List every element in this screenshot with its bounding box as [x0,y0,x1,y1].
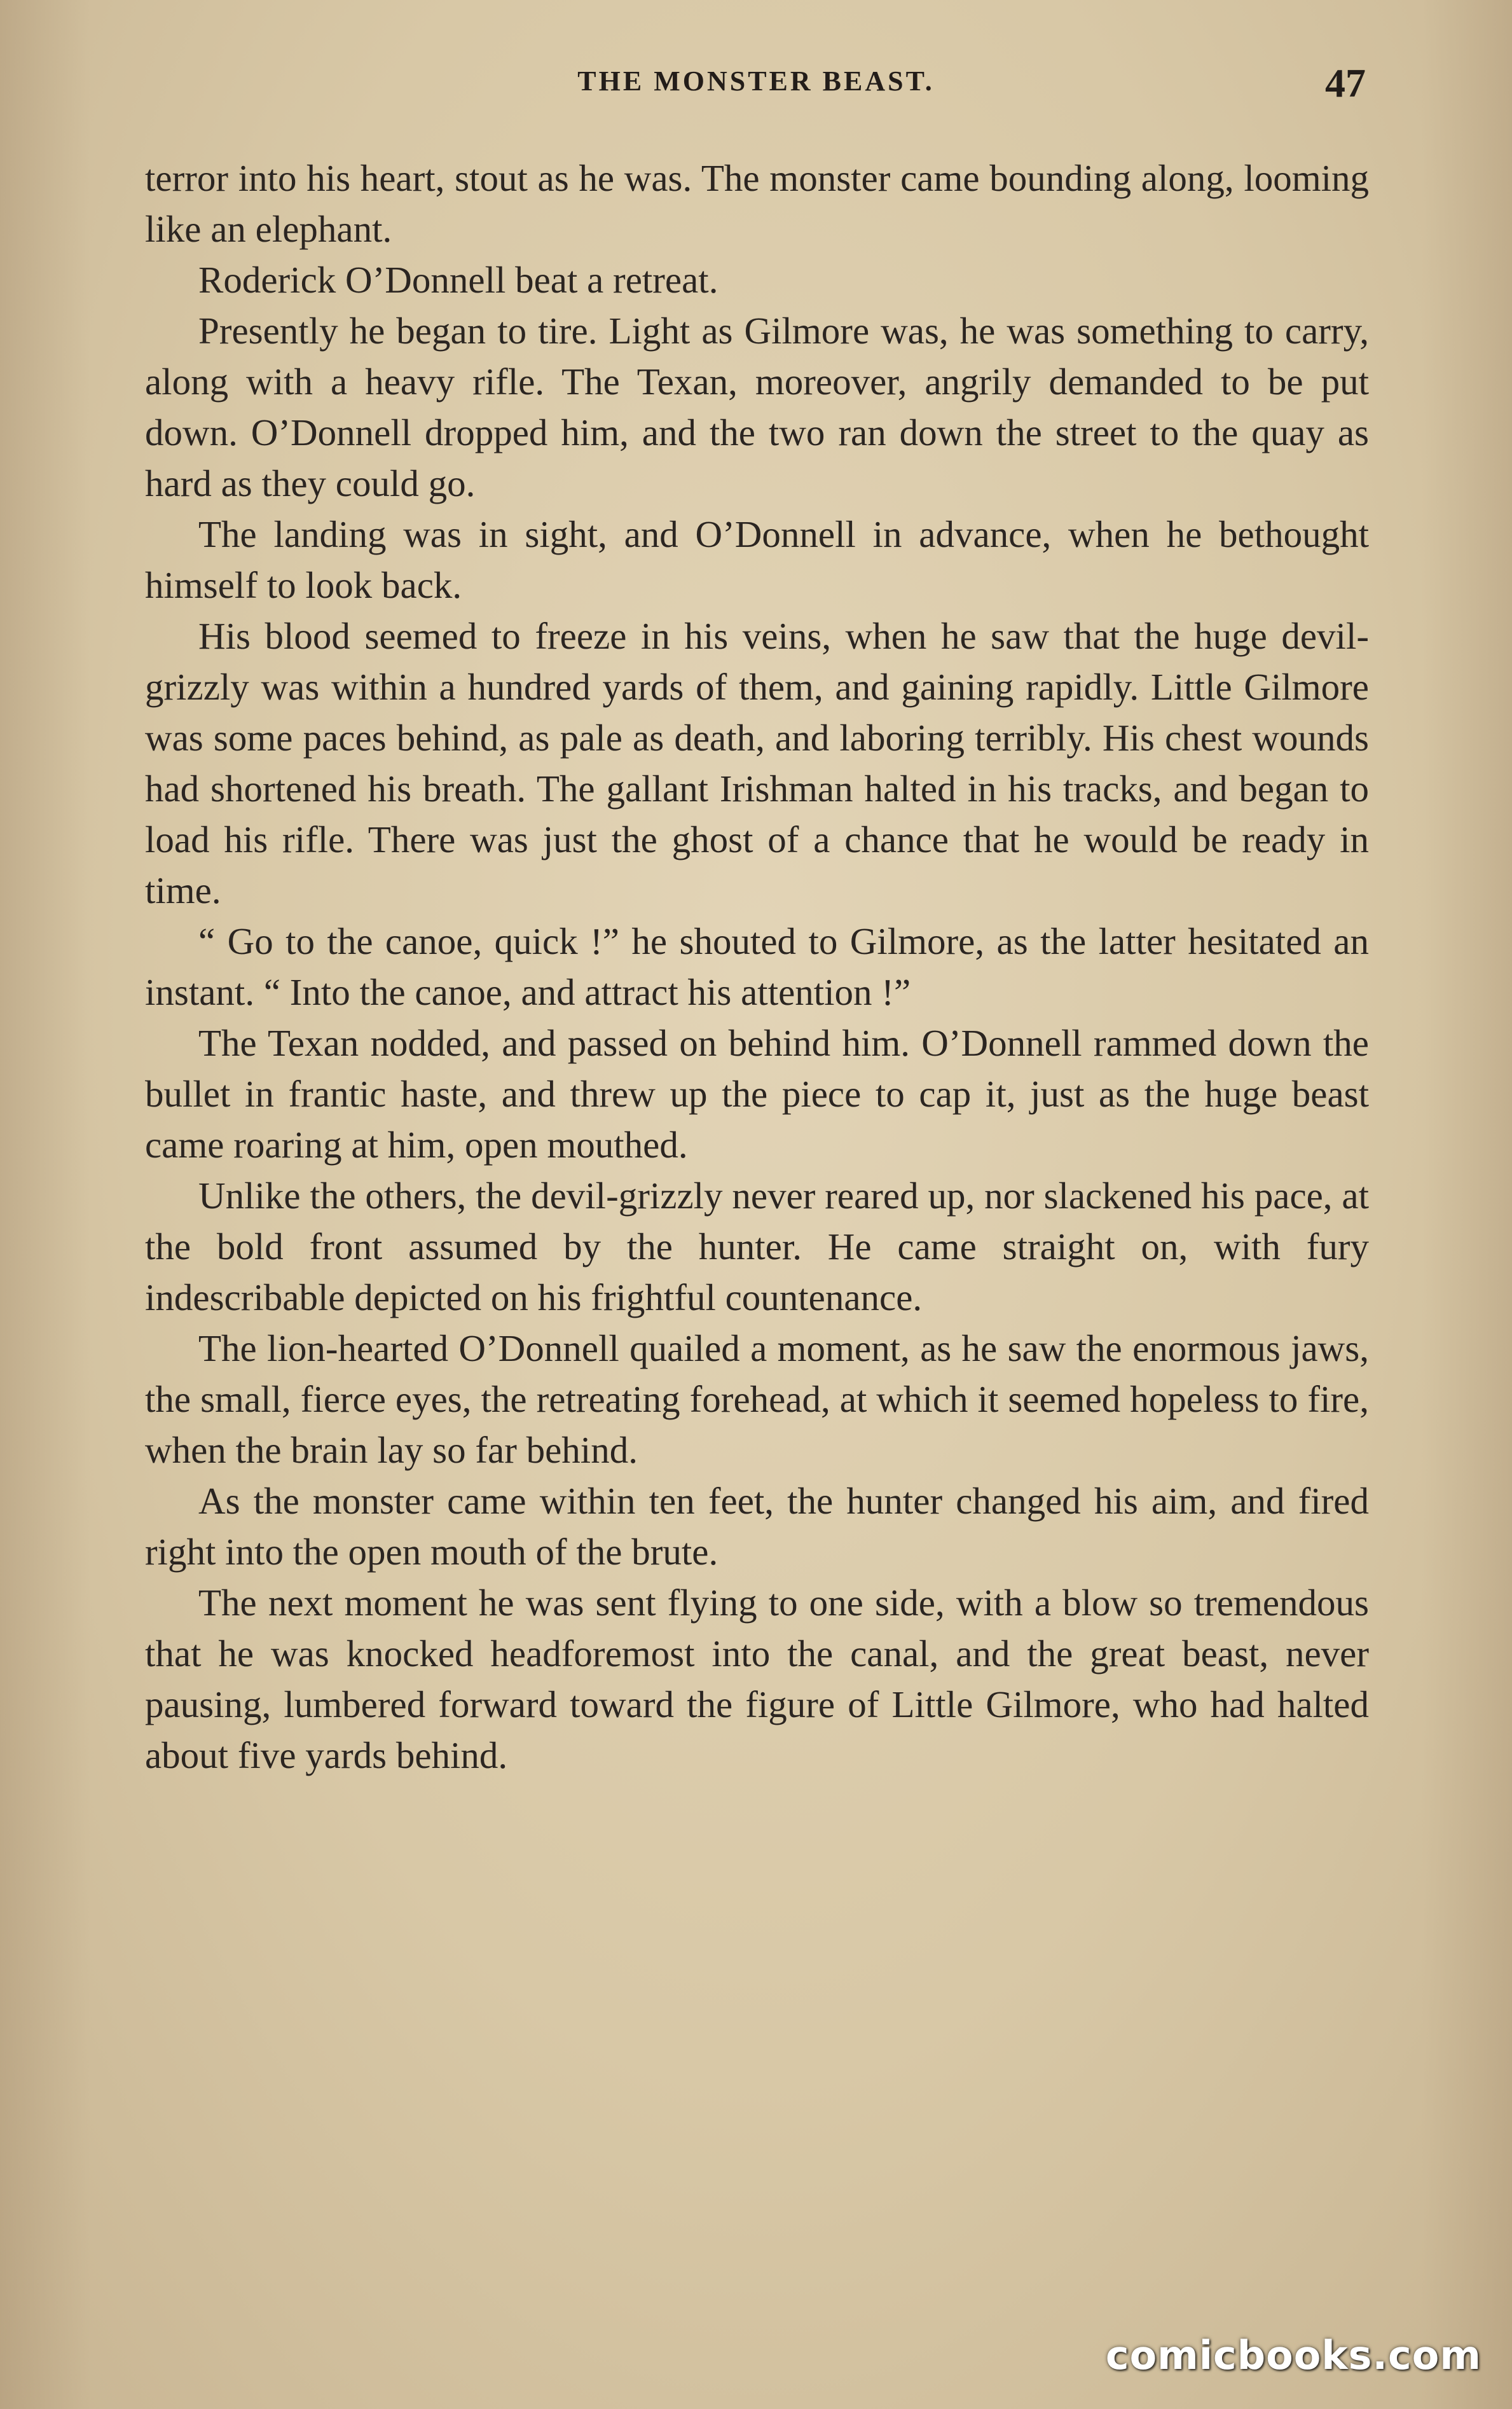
page-number: 47 [1325,60,1366,106]
paragraph: Presently he began to tire. Light as Gilmore was, he was something to carry, along with a heavy rifle. The Texan, moreover, angrily demanded to be put down. O’Donnell dropped him, and the two ran down the street to the quay as hard as they could go. [145,310,1369,504]
paragraph: The next moment he was sent flying to one side, with a blow so tremendous that he was knocked headforemost into the canal, and the great beast, never pausing, lumbered forward toward the figure of Little Gilmore, who had halted about five yards behind. [145,1582,1369,1776]
paragraph: His blood seemed to freeze in his veins, when he saw that the huge devil-grizzly was within a hundred yards of them, and gaining rapidly. Little Gilmore was some paces behind, as pale as death, and laboring terribly. His chest wounds had shortened his breath. The gallant Irishman halted in his tracks, and began to load his rifle. There was just the ghost of a chance that he would be ready in time. [145,615,1369,911]
paragraph: As the monster came within ten feet, the hunter changed his aim, and fired right into the open mouth of the brute. [145,1480,1369,1573]
running-head [0,60,1512,116]
paragraph: The lion-hearted O’Donnell quailed a moment, as he saw the enormous jaws, the small, fierce eyes, the retreating forehead, at which it seemed hopeless to fire, when the brain lay so far behind. [145,1327,1369,1471]
watermark: comicbooks.com [1105,2332,1481,2378]
paragraph: Roderick O’Donnell beat a retreat. [198,259,718,301]
paragraph: The Texan nodded, and passed on behind him. O’Donnell rammed down the bullet in frantic haste, and threw up the piece to cap it, just as the huge beast came roaring at him, open mouthed. [145,1022,1369,1166]
body-text [145,153,1369,1781]
running-title: THE MONSTER BEAST. [577,66,935,97]
paragraph: The landing was in sight, and O’Donnell in advance, when he bethought himself to look back. [145,513,1369,606]
paragraph: terror into his heart, stout as he was. The monster came bounding along, looming like an elephant. [145,157,1369,250]
paragraph: “ Go to the canoe, quick !” he shouted to Gilmore, as the latter hesitated an instant. “ Into the canoe, and attract his attention !” [145,920,1369,1013]
paragraph: Unlike the others, the devil-grizzly never reared up, nor slackened his pace, at the bold front assumed by the hunter. He came straight on, with fury indescribable depicted on his frightful countenance. [145,1175,1369,1318]
